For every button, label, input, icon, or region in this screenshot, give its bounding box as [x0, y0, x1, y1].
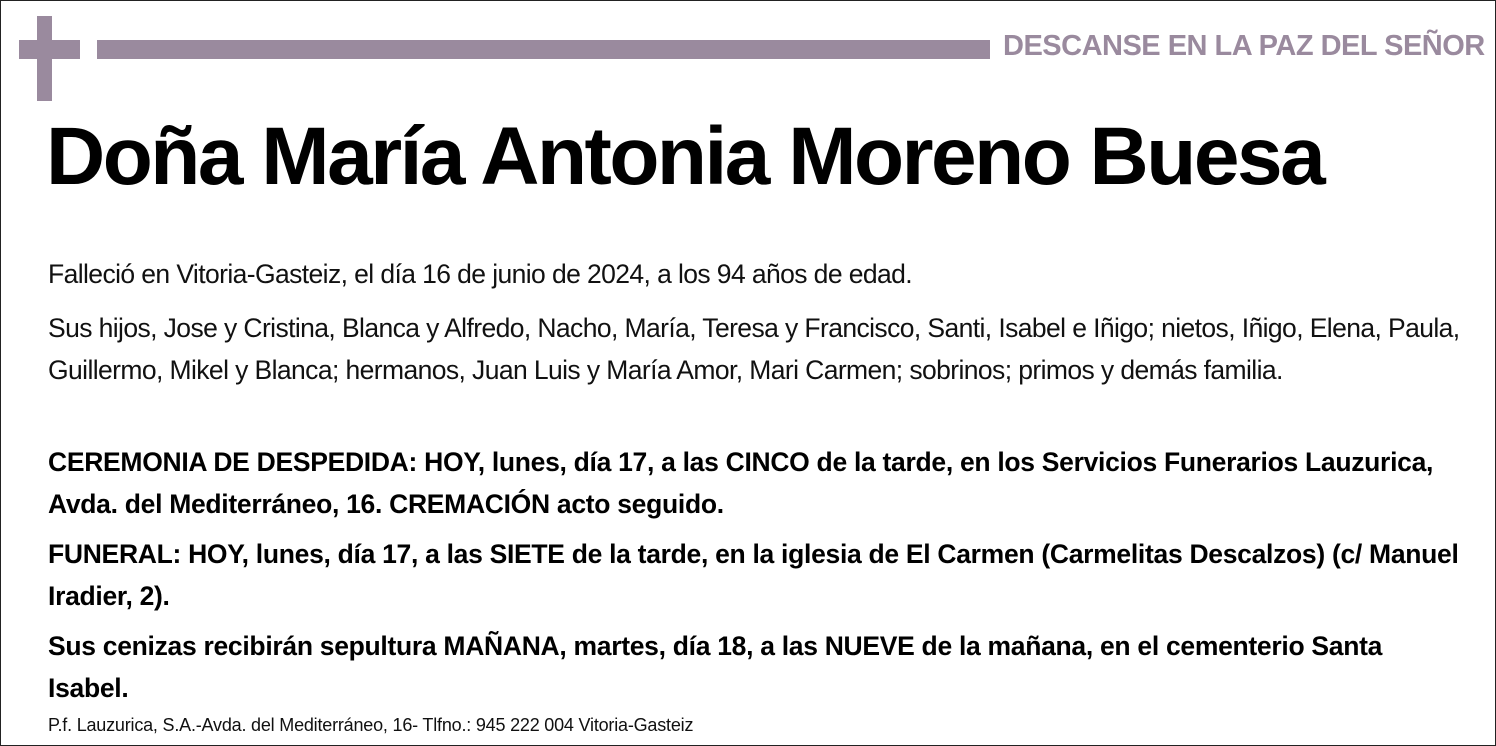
family-list: Sus hijos, Jose y Cristina, Blanca y Alfredo, Nacho, María, Teresa y Francisco, Santi, Isabel e Iñigo; nietos, Iñigo, Elena, Paula, Guillermo, Mikel y Blanca; hermanos, Juan Luis y María Amor, Mari Carmen; sobrinos; primos y demás familia.: [48, 313, 1460, 385]
death-notice: Falleció en Vitoria-Gasteiz, el día 16 de junio de 2024, a los 94 años de edad.: [48, 259, 913, 289]
deceased-name: Doña María Antonia Moreno Buesa: [46, 111, 1324, 202]
funeral-info: FUNERAL: HOY, lunes, día 17, a las SIETE de la tarde, en la iglesia de El Carmen (Carmelitas Descalzos) (c/ Manuel Iradier, 2).: [48, 539, 1459, 611]
funeral-home-footer: P.f. Lauzurica, S.A.-Avda. del Mediterráneo, 16- Tlfno.: 945 222 004 Vitoria-Gasteiz: [48, 715, 694, 735]
header-bar: [97, 40, 990, 59]
ceremony-info: CEREMONIA DE DESPEDIDA: HOY, lunes, día 17, a las CINCO de la tarde, en los Servicios Funerarios Lauzurica, Avda. del Mediterráneo, 16. CREMACIÓN acto seguido.: [48, 447, 1434, 519]
header-motto: DESCANSE EN LA PAZ DEL SEÑOR: [1003, 30, 1485, 62]
cross-icon-arm: [19, 40, 80, 59]
burial-info: Sus cenizas recibirán sepultura MAÑANA, martes, día 18, a las NUEVE de la mañana, en el cementerio Santa Isabel.: [48, 631, 1383, 703]
